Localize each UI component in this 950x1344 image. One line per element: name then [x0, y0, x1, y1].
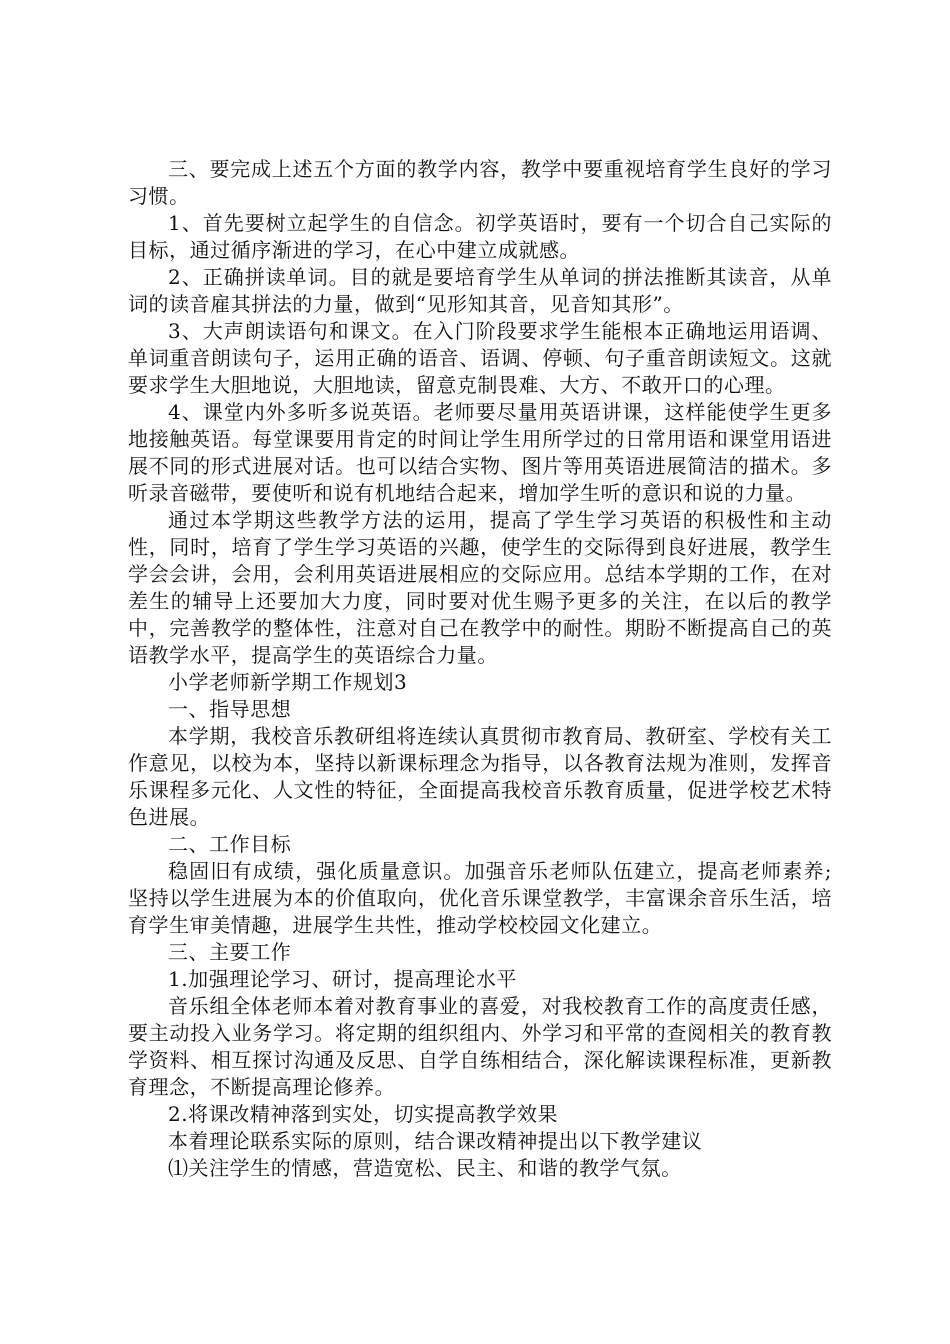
heading-work-goals: 二、工作目标 — [168, 832, 292, 856]
paragraph-work-goals: 稳固旧有成绩，强化质量意识。加强音乐老师队伍建立，提高老师素养;坚持以学生进展为本的价值取向，优化音乐课堂教学，丰富课余音乐生活，培育学生审美情趣，进展学生共性，推动学校校园文化建立。 — [128, 859, 832, 937]
subheading-theory-study: 1.加强理论学习、研讨，提高理论水平 — [168, 967, 517, 991]
paragraph-teaching-suggestions: 本着理论联系实际的原则，结合课改精神提出以下教学建议 — [168, 1129, 703, 1153]
paragraph-confidence: 1、首先要树立起学生的自信念。初学英语时，要有一个切合自己实际的目标，通过循序渐进的学习，在心中建立成就感。 — [128, 211, 832, 262]
list-item-student-emotions: ⑴关注学生的情感，营造宽松、民主、和谐的教学气氛。 — [168, 1156, 682, 1180]
heading-main-work: 三、主要工作 — [168, 940, 292, 964]
paragraph-listening-speaking: 4、课堂内外多听多说英语。老师要尽量用英语讲课，这样能使学生更多地接触英语。每堂课要用肯定的时间让学生用所学过的日常用语和课堂用语进展不同的形式进展对话。也可以结合实物、图片等用英语进展简洁的描术。多听录音磁带，要使听和说有机地结合起来，增加学生听的意识和说的力量。 — [128, 400, 832, 505]
document-body — [128, 156, 832, 1182]
paragraph-theory-study: 音乐组全体老师本着对教育事业的喜爱，对我校教育工作的高度责任感，要主动投入业务学习。将定期的组织组内、外学习和平常的查阅相关的教育教学资料、相互探讨沟通及反思、自学自练相结合，深化解读课程标准，更新教育理念，不断提高理论修养。 — [128, 994, 832, 1099]
section-title-plan-3: 小学老师新学期工作规划3 — [168, 670, 408, 694]
paragraph-spelling: 2、正确拼读单词。目的就是要培育学生从单词的拼法推断其读音，从单词的读音雇其拼法的力量，做到“见形知其音，见音知其形”。 — [128, 265, 832, 316]
paragraph-habits-intro: 三、要完成上述五个方面的教学内容，教学中要重视培育学生良好的学习习惯。 — [128, 157, 832, 208]
heading-guiding-thought: 一、指导思想 — [168, 697, 292, 721]
subheading-curriculum-reform: 2.将课改精神落到实处，切实提高教学效果 — [168, 1102, 559, 1126]
paragraph-summary: 通过本学期这些教学方法的运用，提高了学生学习英语的积极性和主动性，同时，培育了学生学习英语的兴趣，使学生的交际得到良好进展，教学生学会会讲，会用，会利用英语进展相应的交际应用。总结本学期的工作，在对差生的辅导上还要加大力度，同时要对优生赐予更多的关注，在以后的教学中，完善教学的整体性，注意对自己在教学中的耐性。期盼不断提高自己的英语教学水平，提高学生的英语综合力量。 — [128, 508, 832, 667]
paragraph-reading-aloud: 3、大声朗读语句和课文。在入门阶段要求学生能根本正确地运用语调、单词重音朗读句子，运用正确的语音、语调、停顿、句子重音朗读短文。这就要求学生大胆地说，大胆地读，留意克制畏难、大方、不敢开口的心理。 — [128, 319, 832, 397]
paragraph-guiding-thought: 本学期，我校音乐教研组将连续认真贯彻市教育局、教研室、学校有关工作意见，以校为本，坚持以新课标理念为指导，以各教育法规为准则，发挥音乐课程多元化、人文性的特征，全面提高我校音乐教育质量，促进学校艺术特色进展。 — [128, 724, 832, 829]
